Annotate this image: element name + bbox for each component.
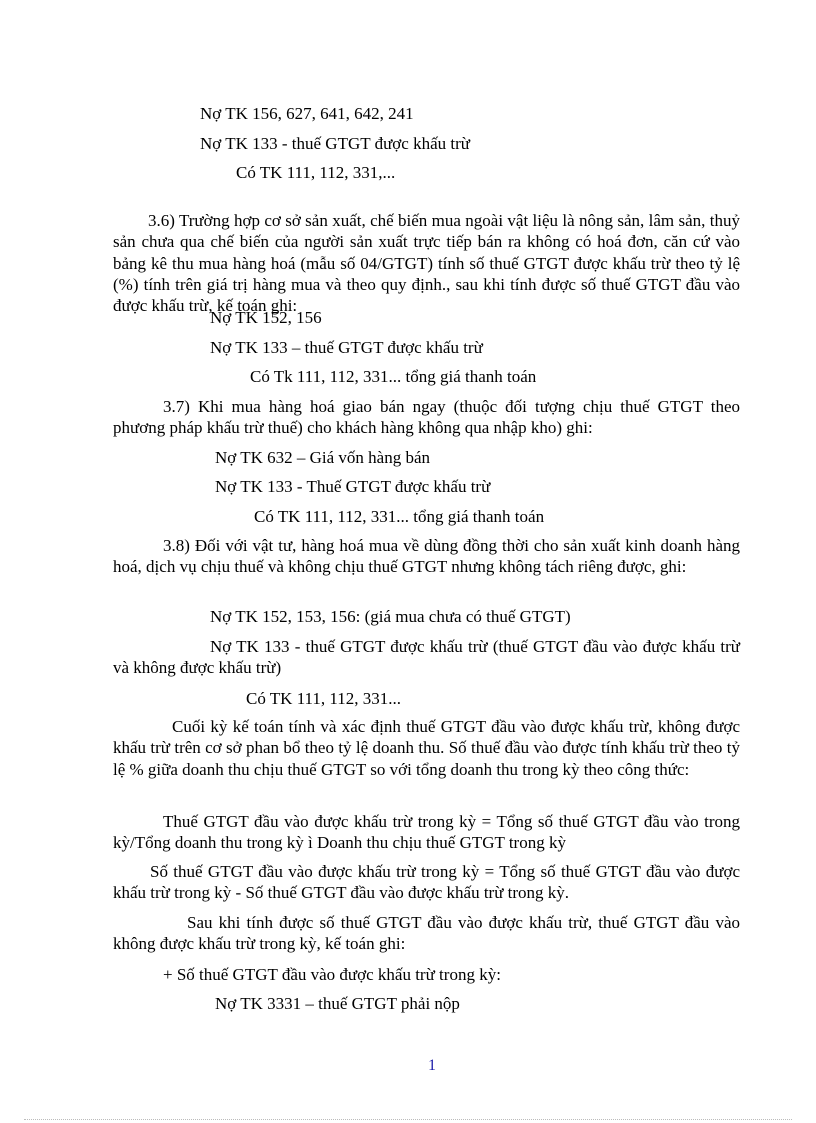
entry-line: Nợ TK 632 – Giá vốn hàng bán [215, 448, 431, 467]
formula-2: Số thuế GTGT đầu vào được khấu trừ trong kỳ = Tổng số thuế GTGT đầu vào được khấu trừ trong kỳ - Số thuế GTGT đầu vào được khấu trừ trong kỳ. [113, 862, 740, 903]
entry-line: Có TK 111, 112, 331,... [236, 163, 396, 182]
entry-line: Có TK 111, 112, 331... tổng giá thanh toán [254, 507, 545, 526]
entry-line: Nợ TK 152, 156 [210, 308, 322, 327]
entry-line: Nợ TK 133 – thuế GTGT được khấu trừ [210, 338, 483, 357]
entry-line: Nợ TK 133 - thuế GTGT được khấu trừ [200, 134, 470, 153]
entry-line: + Số thuế GTGT đầu vào được khấu trừ trong kỳ: [163, 965, 501, 984]
page-number: 1 [428, 1057, 436, 1074]
entry-line: Có TK 111, 112, 331... [246, 689, 402, 708]
paragraph-3-6: 3.6) Trường hợp cơ sở sản xuất, chế biến mua ngoài vật liệu là nông sản, lâm sản, thuỷ sản chưa qua chế biến của người sản xuất trực tiếp bán ra không có hoá đơn, căn cứ vào bảng kê thu mua hàng hoá (mẫu số 04/GTGT) tính số thuế GTGT được khấu trừ theo tỷ lệ (%) tính trên giá trị hàng mua và theo quy định., sau khi tính được số thuế GTGT đầu vào được khấu trừ, kế toán ghi: [113, 211, 740, 316]
page-footer-divider [24, 1119, 792, 1120]
entry-line: Nợ TK 152, 153, 156: (giá mua chưa có thuế GTGT) [210, 607, 571, 626]
entry-line: Nợ TK 156, 627, 641, 642, 241 [200, 104, 414, 123]
entry-line: Nợ TK 3331 – thuế GTGT phải nộp [215, 994, 460, 1013]
entry-line: Nợ TK 133 - Thuế GTGT được khấu trừ [215, 477, 491, 496]
paragraph-3-7: 3.7) Khi mua hàng hoá giao bán ngay (thuộc đối tượng chịu thuế GTGT theo phương pháp khấu trừ thuế) cho khách hàng không qua nhập kho) ghi: [113, 397, 740, 438]
paragraph-sau-khi: Sau khi tính được số thuế GTGT đầu vào được khấu trừ, thuế GTGT đầu vào không được khấu trừ trong kỳ, kế toán ghi: [113, 913, 740, 954]
formula-1: Thuế GTGT đầu vào được khấu trừ trong kỳ = Tổng số thuế GTGT đầu vào trong kỳ/Tổng doanh thu trong kỳ ì Doanh thu chịu thuế GTGT trong kỳ [113, 812, 740, 853]
entry-line: Có Tk 111, 112, 331... tổng giá thanh toán [250, 367, 537, 386]
paragraph-3-8: 3.8) Đối với vật tư, hàng hoá mua về dùng đồng thời cho sản xuất kinh doanh hàng hoá, dịch vụ chịu thuế và không chịu thuế GTGT nhưng không tách riêng được, ghi: [113, 536, 740, 577]
entry-paragraph: Nợ TK 133 - thuế GTGT được khấu trừ (thuế GTGT đầu vào được khấu trừ và không được khấu trừ) [113, 637, 740, 678]
paragraph-cuoi-ky: Cuối kỳ kế toán tính và xác định thuế GTGT đầu vào được khấu trừ, không được khấu trừ trên cơ sở phan bổ theo tỷ lệ doanh thu. Số thuế đầu vào được tính khấu trừ theo tỷ lệ % giữa doanh thu chịu thuế GTGT so với tổng doanh thu trong kỳ theo công thức: [113, 717, 740, 779]
